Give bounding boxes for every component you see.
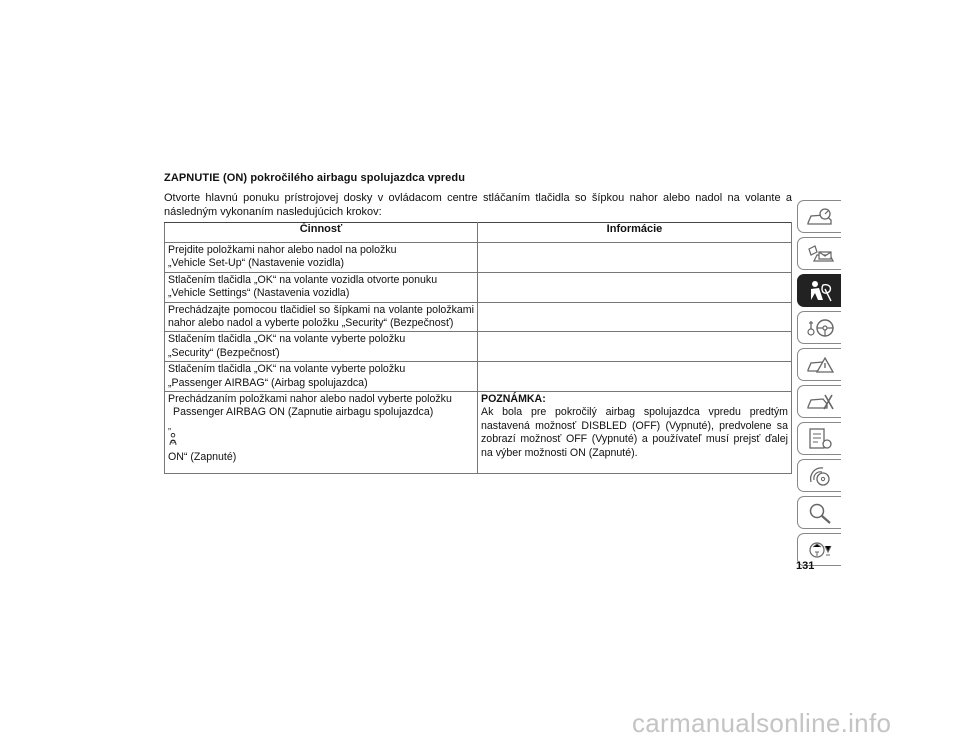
section-heading: ZAPNUTIE (ON) pokročilého airbagu spolujazdca vpredu	[164, 172, 466, 184]
table-row	[165, 332, 792, 362]
steps-table	[164, 222, 792, 474]
steering-wheel-icon	[805, 317, 835, 339]
info-cell	[478, 302, 792, 332]
action-line: nahor alebo nadol a vyberte položku „Security“ (Bezpečnosť)	[168, 317, 454, 330]
tab-multimedia[interactable]	[797, 459, 841, 492]
airbag-seatbelt-icon	[805, 279, 835, 303]
action-line: „Vehicle Settings“ (Nastavenia vozidla)	[168, 287, 350, 300]
action-line	[168, 420, 474, 464]
info-cell	[478, 272, 792, 302]
table-row	[165, 362, 792, 392]
action-line: Stlačením tlačidla „OK“ na volante vozidla otvorte ponuku	[168, 273, 438, 286]
table-row	[165, 302, 792, 332]
tab-index[interactable]	[797, 496, 841, 529]
action-line: Prejdite položkami nahor alebo nadol na položku	[168, 244, 397, 256]
tab-driving[interactable]	[797, 311, 841, 344]
header-info: Informácie	[478, 223, 792, 243]
action-cell	[165, 302, 478, 332]
table-header-row	[165, 223, 792, 243]
info-cell	[478, 243, 792, 273]
action-cell	[165, 392, 478, 474]
table-row	[165, 243, 792, 273]
multimedia-disc-icon	[805, 464, 835, 488]
quote-mark: „	[168, 420, 171, 431]
action-cell	[165, 332, 478, 362]
tab-maintenance[interactable]	[797, 422, 841, 455]
chapter-tabs	[797, 200, 841, 570]
tab-keys[interactable]	[797, 237, 841, 270]
car-keys-mail-icon	[805, 243, 835, 265]
car-warning-icon	[805, 354, 835, 376]
action-line: Prechádzajte pomocou tlačidiel so šípkami na volante položkami	[168, 303, 474, 316]
action-line: „Passenger AIRBAG“ (Airbag spolujazdca)	[168, 376, 368, 389]
info-cell	[478, 332, 792, 362]
maintenance-list-icon	[805, 427, 835, 451]
action-line: Passenger AIRBAG ON (Zapnutie airbagu spolujazdca)	[173, 406, 434, 419]
action-line: Stlačením tlačidla „OK“ na volante vyberte položku	[168, 333, 406, 346]
info-cell	[478, 362, 792, 392]
note-title: POZNÁMKA:	[481, 393, 546, 406]
tab-emergency[interactable]	[797, 348, 841, 381]
action-line: „Vehicle Set-Up“ (Nastavenie vozidla)	[168, 257, 345, 270]
action-line: „Security“ (Bezpečnosť)	[168, 346, 280, 359]
info-cell	[478, 392, 792, 474]
magnifier-search-icon	[805, 501, 835, 525]
intro-paragraph: Otvorte hlavnú ponuku prístrojovej dosky v ovládacom centre stláčaním tlačidla so šípkou nahor alebo nadol na volante a následným vykonaním nasledujúcich krokov:	[164, 192, 792, 218]
car-service-tools-icon	[805, 391, 835, 413]
table-row	[165, 392, 792, 474]
action-cell	[165, 243, 478, 273]
tab-service[interactable]	[797, 385, 841, 418]
action-cell	[165, 362, 478, 392]
tab-safety[interactable]	[797, 274, 841, 307]
language-index-icon	[805, 538, 835, 562]
note-body: Ak bola pre pokročilý airbag spolujazdca vpredu predtým nastavená možnosť DISBLED (OFF) (Vypnuté), predvolene sa zobrazí možnosť OFF (Vypnuté) a používateľ musí prejsť ďalej na výber možnosti ON (Zapnuté).	[481, 406, 788, 459]
car-dashboard-icon	[805, 206, 835, 228]
action-line: Prechádzaním položkami nahor alebo nadol vyberte položku	[168, 393, 452, 406]
header-action: Činnosť	[165, 223, 478, 243]
action-cell	[165, 272, 478, 302]
table-row	[165, 272, 792, 302]
action-text: ON“ (Zapnuté)	[168, 450, 237, 463]
tab-dashboard[interactable]	[797, 200, 841, 233]
page-number: 131	[796, 560, 815, 572]
action-line: Stlačením tlačidla „OK“ na volante vyberte položku	[168, 363, 406, 376]
watermark: carmanualsonline.info	[632, 708, 892, 738]
airbag-passenger-icon	[168, 433, 178, 446]
